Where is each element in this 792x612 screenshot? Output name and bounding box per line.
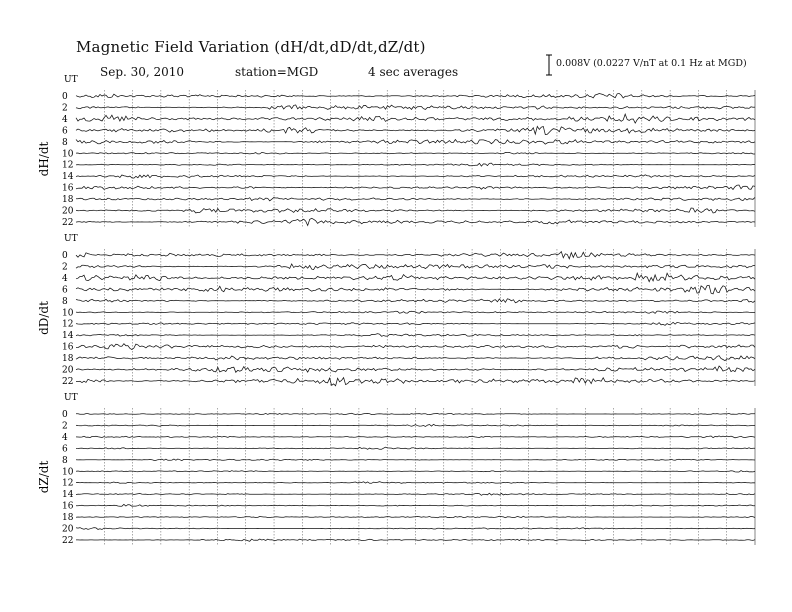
chart-title: Magnetic Field Variation (dH/dt,dD/dt,dZ/dt) [76,38,426,56]
row-tick-label: 0 [62,410,68,420]
row-tick-label: 14 [62,490,74,501]
panel-dZ-dt [37,393,755,546]
row-tick-label: 20 [62,524,74,535]
row-tick-label: 18 [62,195,74,206]
ut-axis-label: UT [64,75,78,85]
row-tick-label: 14 [62,172,74,183]
trace-line [76,482,755,484]
row-tick-label: 6 [62,285,68,296]
averaging-label: 4 sec averages [368,65,459,79]
row-tick-label: 8 [62,137,68,148]
row-tick-label: 4 [62,273,68,284]
panel-ylabel: dD/dt [37,301,51,335]
panel-ylabel: dH/dt [37,141,51,177]
ut-axis-label: UT [64,393,78,403]
row-tick-label: 8 [62,455,68,466]
row-tick-label: 16 [62,501,74,512]
row-tick-label: 0 [62,92,68,102]
row-tick-label: 0 [62,251,68,261]
row-tick-label: 2 [62,421,68,432]
row-tick-label: 6 [62,444,68,455]
row-tick-label: 22 [62,535,74,546]
row-tick-label: 4 [62,432,68,443]
trace-line [76,197,755,200]
row-tick-label: 12 [62,319,74,330]
date-label: Sep. 30, 2010 [100,65,185,79]
row-tick-label: 6 [62,126,68,137]
row-tick-label: 22 [62,376,74,387]
row-tick-label: 16 [62,342,74,353]
row-tick-label: 4 [62,114,68,125]
row-tick-label: 10 [62,149,74,160]
panel-ylabel: dZ/dt [37,460,51,494]
row-tick-label: 2 [62,103,68,114]
row-tick-label: 20 [62,365,74,376]
trace-line [76,185,755,190]
row-tick-label: 8 [62,296,68,307]
trace-line [76,285,755,294]
row-tick-label: 2 [62,262,68,273]
ut-axis-label: UT [64,234,78,244]
scale-bar-label: 0.008V (0.0227 V/nT at 0.1 Hz at MGD) [556,58,747,69]
scale-bar [546,55,552,75]
station-label: station=MGD [235,65,319,79]
row-tick-label: 12 [62,478,74,489]
panel-dD-dt [37,234,755,387]
trace-line [76,208,755,213]
row-tick-label: 22 [62,217,74,228]
trace-line [76,493,755,495]
panel-dH-dt [37,75,755,228]
row-tick-label: 16 [62,183,74,194]
row-tick-label: 10 [62,308,74,319]
row-tick-label: 14 [62,331,74,342]
row-tick-label: 18 [62,513,74,524]
row-tick-label: 18 [62,354,74,365]
row-tick-label: 12 [62,160,74,171]
row-tick-label: 10 [62,467,74,478]
row-tick-label: 20 [62,206,74,217]
